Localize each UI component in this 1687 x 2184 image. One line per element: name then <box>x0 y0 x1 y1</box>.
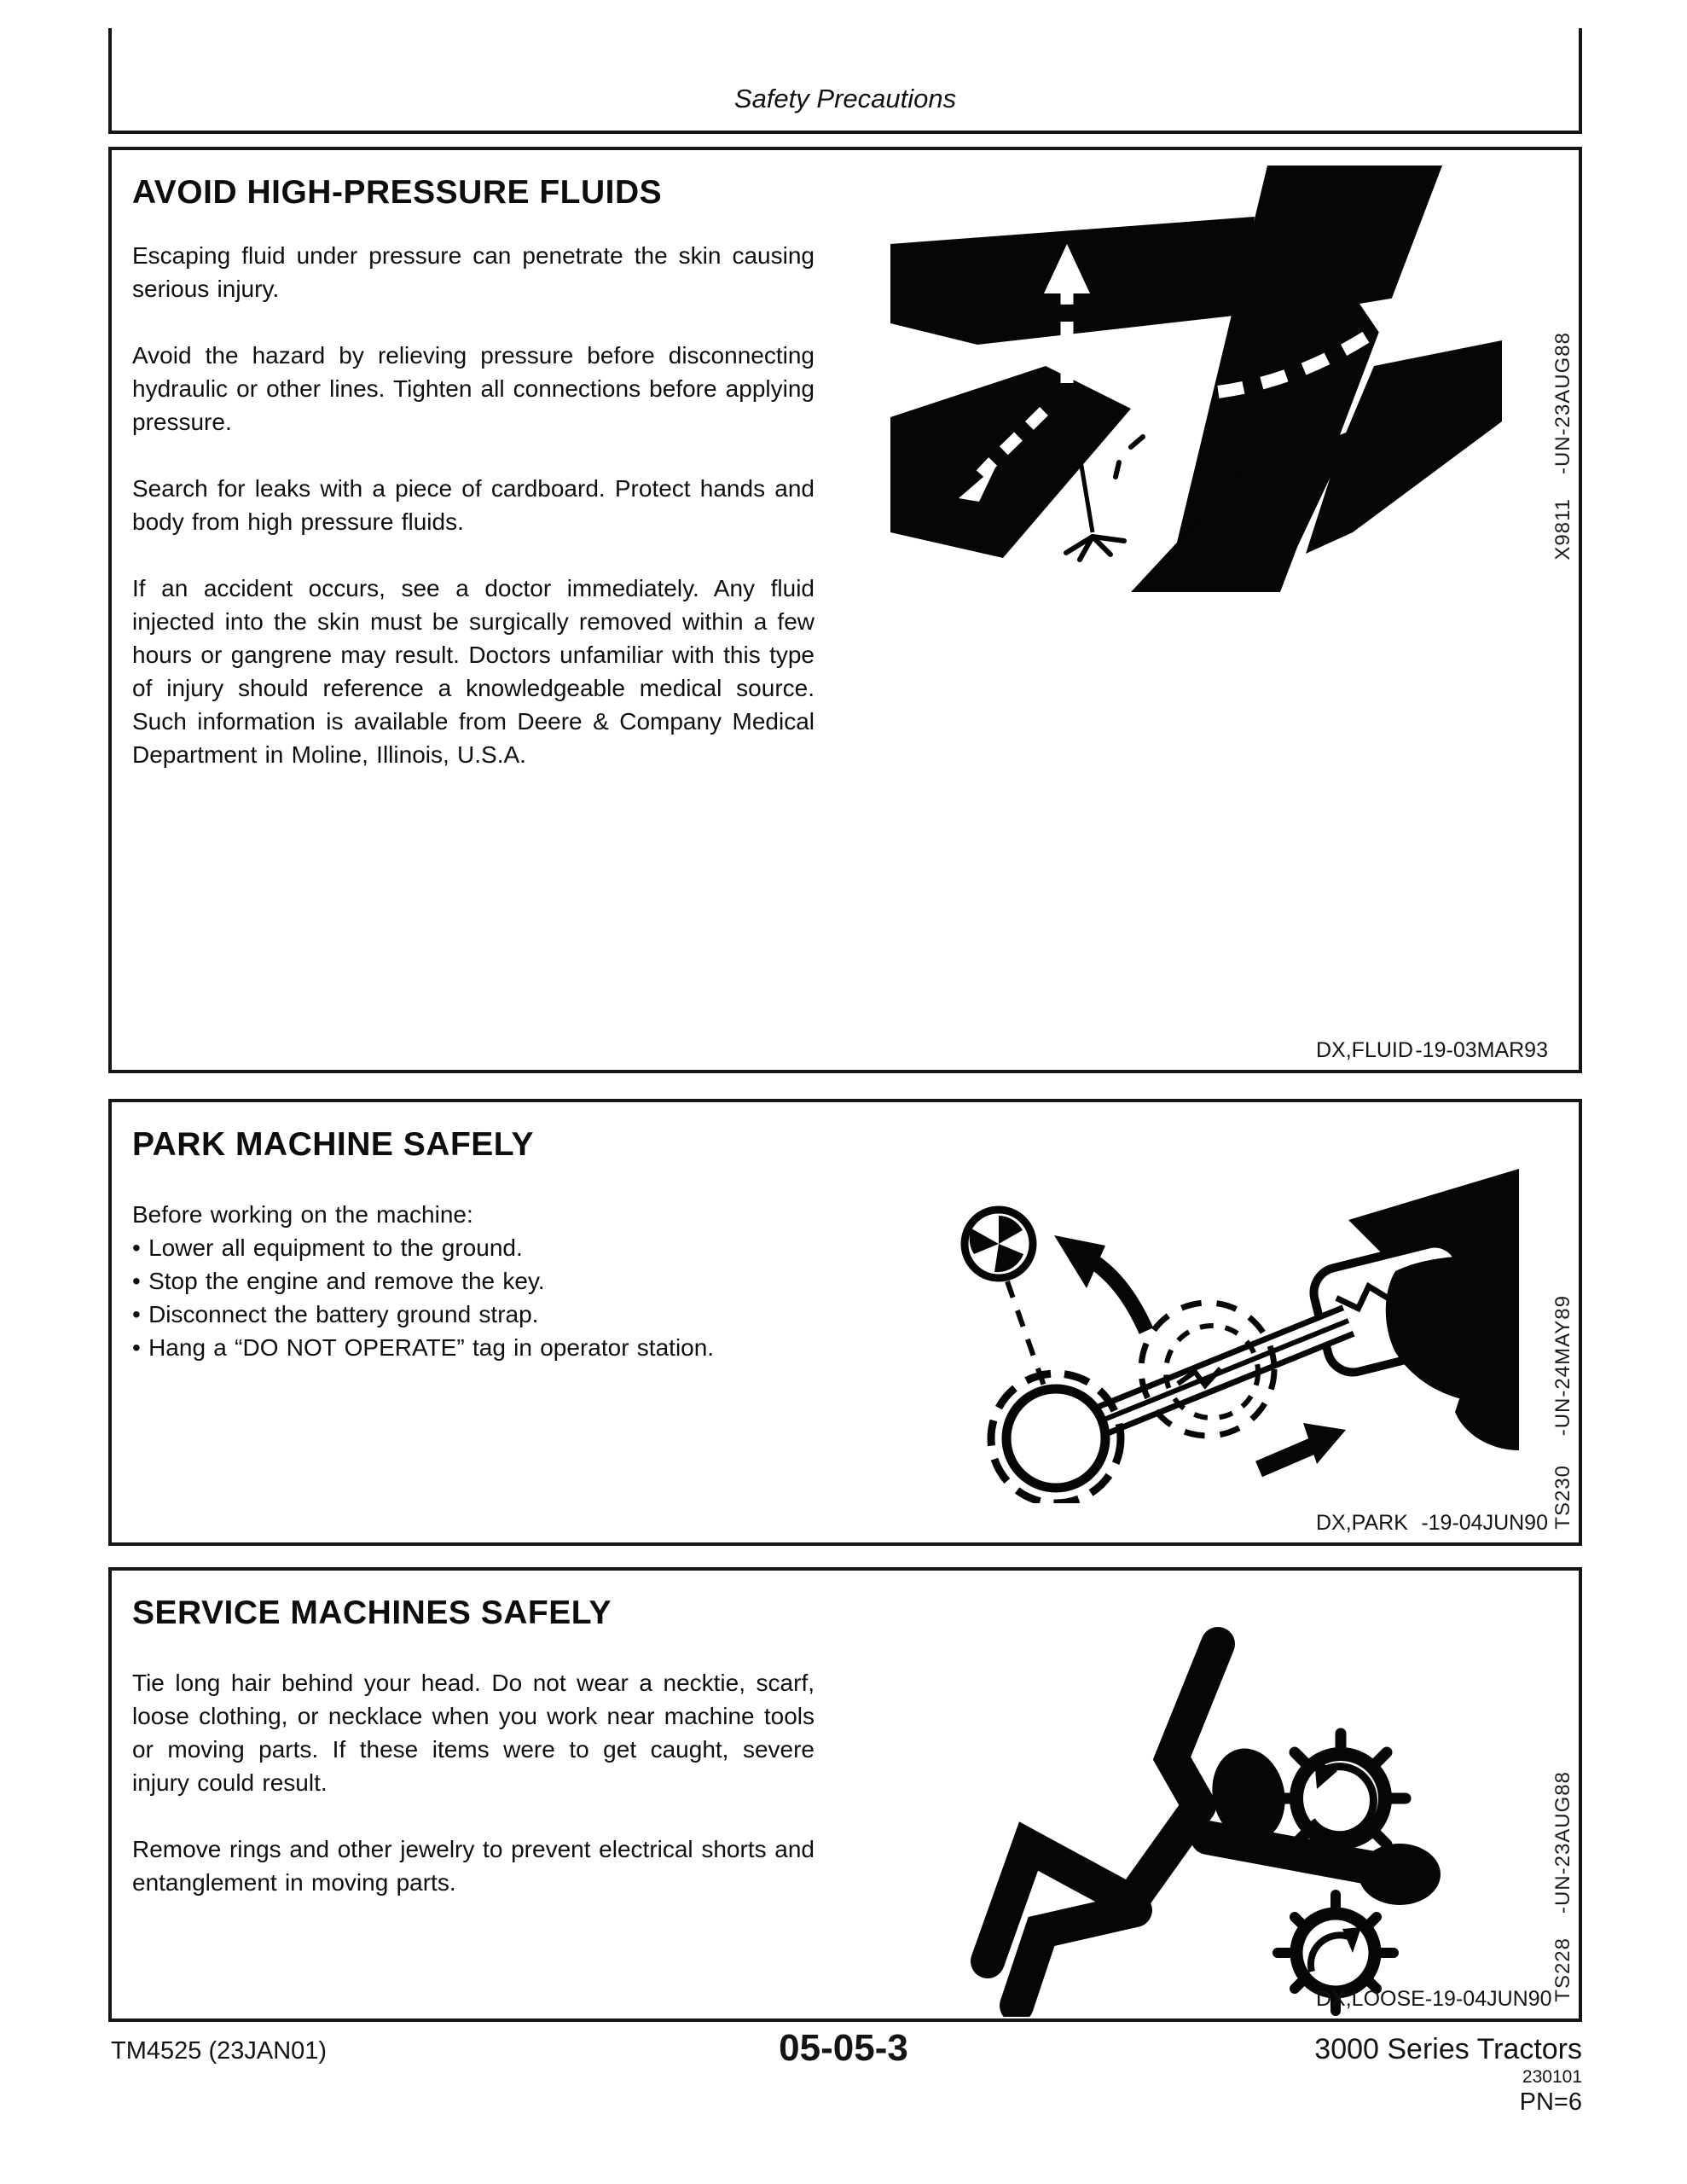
header-frame <box>108 28 1582 134</box>
page-header: Safety Precautions <box>733 84 957 113</box>
paragraph: If an accident occurs, see a doctor immediately. Any fluid injected into the skin must be surgically removed within a few hours or gangrene may result. Doctors unfamiliar with this type of injury should reference a knowledgeable medical source. Such information is available from Deere & Company Medical Department in Moline, Illinois, U.S.A. <box>132 575 815 768</box>
section-text <box>132 1198 815 1364</box>
park-machine-key-illustration <box>918 1169 1519 1503</box>
list-item: • Lower all equipment to the ground. <box>132 1234 523 1261</box>
figure-side-label: -UN-24MAY89 <box>1551 1295 1574 1437</box>
safety-checklist <box>132 1231 815 1364</box>
section-park-machine-safely <box>108 1099 1582 1546</box>
figure-date: -19-03MAR93 <box>1415 1038 1548 1062</box>
entanglement-hazard-illustration <box>926 1620 1528 2017</box>
figure-tag: DX,FLUID <box>1316 1038 1413 1062</box>
paragraph: Escaping fluid under pressure can penetrate the skin causing serious injury. <box>132 242 815 302</box>
paragraph: Avoid the hazard by relieving pressure before disconnecting hydraulic or other lines. Tighten all connections before applying pressure. <box>132 342 815 435</box>
figure-tag-row <box>1316 1987 1552 2012</box>
footer-right-block <box>1314 2034 1582 2115</box>
section-text <box>132 1666 815 1899</box>
section-service-machines-safely <box>108 1567 1582 2022</box>
section-title: AVOID HIGH-PRESSURE FLUIDS <box>132 174 663 211</box>
footer-series-title: 3000 Series Tractors <box>1314 2033 1582 2065</box>
paragraph: Search for leaks with a piece of cardboard. Protect hands and body from high pressure fluids. <box>132 475 815 535</box>
footer-page-number: 05-05-3 <box>779 2027 908 2069</box>
figure-side-label: -UN-23AUG88 <box>1551 1771 1574 1914</box>
section-text <box>132 239 815 771</box>
footer-print-code: 230101 <box>1522 2067 1582 2087</box>
figure-date: -19-04JUN90 <box>1424 1987 1552 2011</box>
section-title: SERVICE MACHINES SAFELY <box>132 1594 612 1631</box>
list-item: • Hang a “DO NOT OPERATE” tag in operator station. <box>132 1334 715 1361</box>
footer-manual-number: TM4525 (23JAN01) <box>111 2037 328 2065</box>
section-title: PARK MACHINE SAFELY <box>132 1126 535 1163</box>
list-item: • Disconnect the battery ground strap. <box>132 1301 539 1327</box>
figure-tag-row <box>1316 1511 1548 1536</box>
footer-pn: PN=6 <box>1519 2088 1582 2116</box>
figure-tag: DX,PARK <box>1316 1511 1408 1535</box>
figure-id-label: TS230 <box>1551 1465 1574 1530</box>
figure-tag-row <box>1316 1038 1548 1063</box>
figure-id-label: TS228 <box>1551 1937 1574 2002</box>
list-intro: Before working on the machine: <box>132 1201 473 1228</box>
high-pressure-fluid-illustration <box>875 166 1502 592</box>
figure-side-label: -UN-23AUG88 <box>1551 332 1574 475</box>
figure-id-label: X9811 <box>1551 498 1574 561</box>
figure-date: -19-04JUN90 <box>1421 1511 1548 1535</box>
paragraph: Tie long hair behind your head. Do not wear a necktie, scarf, loose clothing, or necklace when you work near machine tools or moving parts. If these items were to get caught, severe injury could result. <box>132 1670 815 1796</box>
paragraph: Remove rings and other jewelry to prevent electrical shorts and entanglement in moving parts. <box>132 1836 815 1896</box>
section-avoid-high-pressure-fluids <box>108 147 1582 1073</box>
list-item: • Stop the engine and remove the key. <box>132 1268 545 1294</box>
figure-tag: DX,LOOSE <box>1316 1987 1425 2011</box>
